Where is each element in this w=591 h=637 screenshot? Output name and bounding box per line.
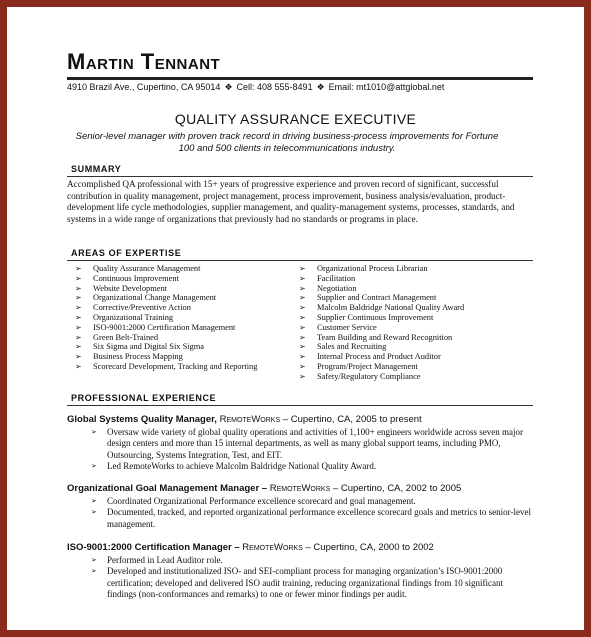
expertise-item-label: Negotiation <box>317 283 357 293</box>
job-details: – Cupertino, CA, 2000 to 2002 <box>302 542 434 553</box>
expertise-item <box>299 274 464 284</box>
expertise-item-label: Organizational Change Management <box>93 293 217 303</box>
expertise-item <box>299 333 464 343</box>
expertise-item-label: Supplier and Contract Management <box>317 293 437 303</box>
arrow-bullet-icon: ➢ <box>91 428 97 436</box>
expertise-item <box>75 342 257 352</box>
job-bullets <box>91 427 531 472</box>
expertise-item <box>75 274 257 284</box>
arrow-bullet-icon: ➢ <box>75 361 82 371</box>
arrow-bullet-icon: ➢ <box>299 352 306 362</box>
expertise-item-label: Sales and Recruiting <box>317 342 387 352</box>
arrow-bullet-icon: ➢ <box>299 312 306 322</box>
resume-page <box>7 7 584 630</box>
arrow-bullet-icon: ➢ <box>75 352 82 362</box>
expertise-item <box>299 264 464 274</box>
expertise-item <box>299 323 464 333</box>
expertise-rule <box>67 260 533 261</box>
arrow-bullet-icon: ➢ <box>91 556 97 564</box>
expertise-item-label: Continuous Improvement <box>93 273 179 283</box>
expertise-item <box>299 372 464 382</box>
expertise-item-label: Internal Process and Product Auditor <box>317 352 441 362</box>
job-bullet-item <box>91 461 531 472</box>
job-bullet-text: Led RemoteWorks to achieve Malcolm Baldridge National Quality Award. <box>107 460 377 471</box>
arrow-bullet-icon: ➢ <box>299 273 306 283</box>
header-rule <box>67 77 533 80</box>
subtitle: Senior-level manager with proven track record in driving business-process improvements for Fortune 100 and 500 clients in telecommunications industry. <box>75 131 499 154</box>
arrow-bullet-icon: ➢ <box>299 303 306 313</box>
arrow-bullet-icon: ➢ <box>299 371 306 381</box>
email[interactable]: Email: mt1010@attglobal.net <box>328 82 445 92</box>
arrow-bullet-icon: ➢ <box>299 264 306 273</box>
expertise-list-left <box>75 264 257 372</box>
separator-icon: ❖ <box>316 82 325 92</box>
job-bullet-text: Coordinated Organizational Performance excellence scorecard and goal management. <box>107 496 416 506</box>
expertise-item <box>299 313 464 323</box>
expertise-list-right <box>299 264 464 382</box>
arrow-bullet-icon: ➢ <box>75 342 82 352</box>
expertise-item-label: Program/Project Management <box>317 361 418 371</box>
job-bullets <box>91 496 531 530</box>
expertise-item-label: Facilitation <box>317 273 356 283</box>
job-bullet-text: Documented, tracked, and reported organizational performance excellence scorecard goals and metrics to senior-level management. <box>107 507 531 529</box>
job-company: RemoteWorks <box>267 483 331 494</box>
job-details: – Cupertino, CA, 2002 to 2005 <box>330 483 462 494</box>
arrow-bullet-icon: ➢ <box>299 361 306 371</box>
expertise-item-label: Business Process Mapping <box>93 352 183 362</box>
job-heading <box>67 414 422 425</box>
arrow-bullet-icon: ➢ <box>299 332 306 342</box>
arrow-bullet-icon: ➢ <box>75 312 82 322</box>
arrow-bullet-icon: ➢ <box>75 303 82 313</box>
job-heading <box>67 542 434 553</box>
expertise-item <box>75 333 257 343</box>
expertise-item-label: Organizational Training <box>93 312 174 322</box>
expertise-item-label: Customer Service <box>317 322 377 332</box>
expertise-item <box>299 303 464 313</box>
expertise-item <box>299 352 464 362</box>
arrow-bullet-icon: ➢ <box>75 283 82 293</box>
arrow-bullet-icon: ➢ <box>91 508 97 517</box>
cell-phone: Cell: 408 555-8491 <box>236 82 313 92</box>
arrow-bullet-icon: ➢ <box>299 283 306 293</box>
expertise-item <box>75 293 257 303</box>
experience-title: PROFESSIONAL EXPERIENCE <box>71 393 217 403</box>
arrow-bullet-icon: ➢ <box>75 264 82 273</box>
job-company: RemoteWorks <box>239 542 303 553</box>
arrow-bullet-icon: ➢ <box>299 322 306 332</box>
expertise-item-label: Corrective/Preventive Action <box>93 303 191 313</box>
job-bullets <box>91 555 531 600</box>
job-company: RemoteWorks <box>216 414 281 425</box>
job-bullet-item <box>91 555 531 566</box>
candidate-name: Martin Tennant <box>67 49 221 74</box>
arrow-bullet-icon: ➢ <box>91 567 97 576</box>
expertise-item-label: Quality Assurance Management <box>93 264 201 273</box>
arrow-bullet-icon: ➢ <box>299 293 306 303</box>
expertise-item <box>75 284 257 294</box>
expertise-item <box>299 284 464 294</box>
expertise-item-label: Malcolm Baldridge National Quality Award <box>317 303 465 313</box>
job-title: Organizational Goal Management Manager – <box>67 483 268 494</box>
expertise-title: AREAS OF EXPERTISE <box>71 248 182 258</box>
expertise-item <box>299 342 464 352</box>
expertise-item <box>75 352 257 362</box>
arrow-bullet-icon: ➢ <box>75 322 82 332</box>
arrow-bullet-icon: ➢ <box>299 342 306 352</box>
arrow-bullet-icon: ➢ <box>75 293 82 303</box>
job-title: Global Systems Quality Manager, <box>67 414 217 425</box>
expertise-item-label: Website Development <box>93 283 167 293</box>
arrow-bullet-icon: ➢ <box>75 273 82 283</box>
expertise-item <box>75 264 257 274</box>
summary-rule <box>67 176 533 177</box>
expertise-item-label: Supplier Continuous Improvement <box>317 312 434 322</box>
job-bullet-text: Developed and institutionalized ISO- and SEI-compliant process for managing organization’s ISO-9001:2000 certification; developed and delivered ISO audit training, reducing organizational findings from 10 significant findings (non-conformances and remarks) to one or fewer minor findings per audit. <box>107 566 503 599</box>
headline: QUALITY ASSURANCE EXECUTIVE <box>174 111 417 127</box>
expertise-item-label: Six Sigma and Digital Six Sigma <box>93 342 204 352</box>
arrow-bullet-icon: ➢ <box>91 497 97 505</box>
job-details: – Cupertino, CA, 2005 to present <box>280 414 422 425</box>
expertise-item <box>299 362 464 372</box>
job-title: ISO-9001:2000 Certification Manager – <box>67 542 240 553</box>
expertise-item-label: Team Building and Reward Recognition <box>317 332 453 342</box>
expertise-item <box>75 323 257 333</box>
expertise-item-label: Organizational Process Librarian <box>317 264 428 273</box>
expertise-item-label: Scorecard Development, Tracking and Reporting <box>93 361 258 371</box>
job-bullet-text: Oversaw wide variety of global quality operations and activities of 1,100+ engineers worldwide across seven major design centers and more than 15 internal departments, as well as many global support teams, including PMO, Outsourcing, Systems Integration, Test, and EIT. <box>107 427 523 460</box>
job-bullet-text: Performed in Lead Auditor role. <box>107 555 223 565</box>
job-bullet-item <box>91 566 531 600</box>
expertise-item <box>75 362 257 372</box>
separator-icon: ❖ <box>224 82 233 92</box>
job-bullet-item <box>91 496 531 507</box>
job-heading <box>67 483 461 494</box>
expertise-item-label: ISO-9001:2000 Certification Management <box>93 322 236 332</box>
summary-title: SUMMARY <box>71 164 122 174</box>
expertise-item <box>75 303 257 313</box>
summary-text: Accomplished QA professional with 15+ years of progressive experience and proven record of significant, successful contribution in quality management, project management, process improvement, business analysis/evaluation, product-development life cycle methodologies, supplier management, and quality-management systems, processes, standards, and systems in a wide range of organizations that previously had no standards or programs in place. <box>67 179 515 224</box>
expertise-item-label: Green Belt-Trained <box>93 332 159 342</box>
address: 4910 Brazil Ave., Cupertino, CA 95014 <box>67 82 221 92</box>
expertise-item <box>75 313 257 323</box>
arrow-bullet-icon: ➢ <box>75 332 82 342</box>
expertise-item-label: Safety/Regulatory Compliance <box>317 371 421 381</box>
arrow-bullet-icon: ➢ <box>91 461 97 470</box>
contact-line <box>67 82 444 93</box>
experience-rule <box>67 405 533 406</box>
job-bullet-item <box>91 507 531 530</box>
expertise-item <box>299 293 464 303</box>
job-bullet-item <box>91 427 531 461</box>
